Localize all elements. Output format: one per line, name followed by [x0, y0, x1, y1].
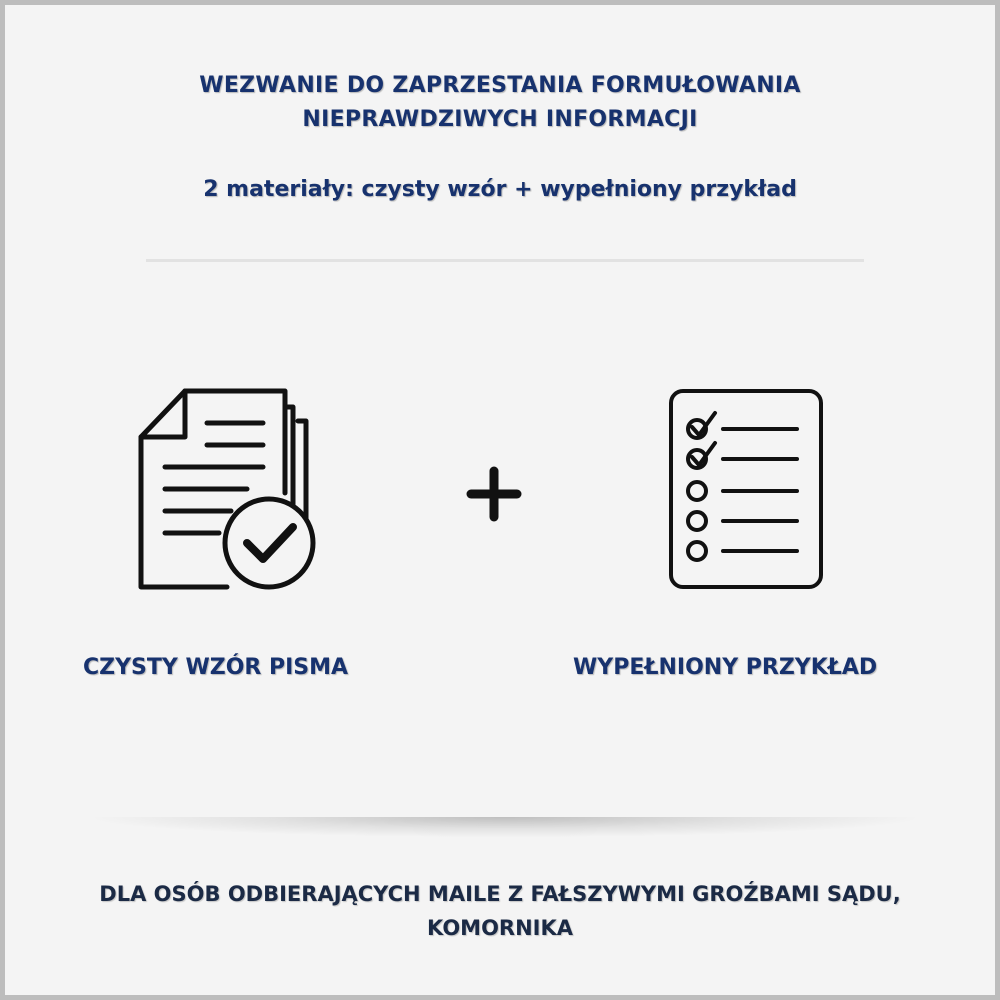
title-line-2: NIEPRAWDZIWYCH INFORMACJI [302, 107, 698, 132]
footer-text [5, 877, 995, 945]
clean-template-label: CZYSTY WZÓR PISMA [83, 655, 349, 680]
filled-example-label: WYPEŁNIONY PRZYKŁAD [573, 655, 878, 680]
shadow-divider [95, 817, 915, 837]
footer-line-1: DLA OSÓB ODBIERAJĄCYCH MAILE Z FAŁSZYWYMI GROŹBAMI SĄDU, [99, 882, 901, 906]
page-title [5, 69, 995, 137]
checklist-icon [665, 385, 827, 593]
page-subtitle: 2 materiały: czysty wzór + wypełniony przykład [203, 177, 797, 202]
footer-line-2: KOMORNIKA [426, 916, 573, 940]
document-check-icon [135, 385, 325, 595]
plus-icon [463, 465, 525, 523]
divider [146, 259, 864, 262]
title-line-1: WEZWANIE DO ZAPRZESTANIA FORMUŁOWANIA [199, 73, 801, 98]
